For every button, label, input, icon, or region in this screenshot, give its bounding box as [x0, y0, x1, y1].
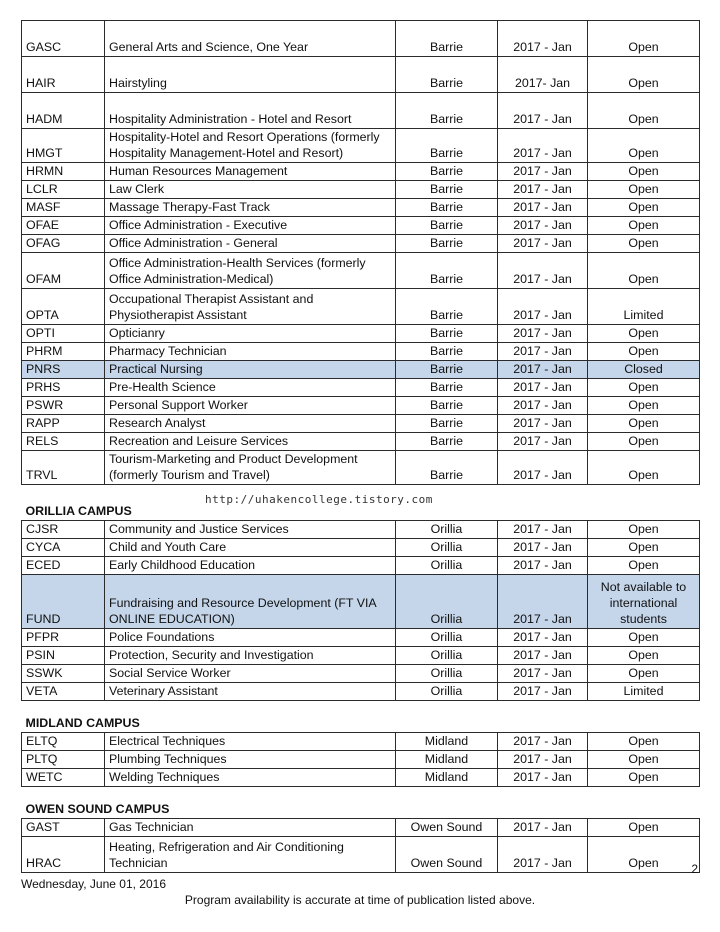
program-name: Office Administration-Health Services (formerly Office Administration-Medical)	[105, 253, 396, 289]
table-row	[22, 253, 700, 289]
start-term: 2017 - Jan	[498, 837, 588, 873]
program-code: CJSR	[22, 521, 105, 539]
start-term: 2017 - Jan	[498, 629, 588, 647]
campus-name: Midland	[396, 733, 498, 751]
start-term: 2017 - Jan	[498, 343, 588, 361]
start-term: 2017 - Jan	[498, 575, 588, 629]
program-code: WETC	[22, 769, 105, 787]
campus-name: Barrie	[396, 415, 498, 433]
program-code: CYCA	[22, 539, 105, 557]
campus-name: Barrie	[396, 397, 498, 415]
program-code: PNRS	[22, 361, 105, 379]
campus-name: Barrie	[396, 361, 498, 379]
program-code: OPTA	[22, 289, 105, 325]
campus-name: Midland	[396, 751, 498, 769]
campus-name: Barrie	[396, 289, 498, 325]
program-name: Human Resources Management	[105, 163, 396, 181]
program-name: Massage Therapy-Fast Track	[105, 199, 396, 217]
table-row	[22, 415, 700, 433]
campus-name: Owen Sound	[396, 819, 498, 837]
campus-name: Barrie	[396, 379, 498, 397]
table-row	[22, 217, 700, 235]
campus-name: Barrie	[396, 325, 498, 343]
program-code: HMGT	[22, 129, 105, 163]
availability-status: Open	[588, 819, 700, 837]
campus-name: Barrie	[396, 163, 498, 181]
campus-name: Barrie	[396, 451, 498, 485]
start-term: 2017 - Jan	[498, 199, 588, 217]
campus-name: Barrie	[396, 253, 498, 289]
availability-status: Open	[588, 647, 700, 665]
start-term: 2017 - Jan	[498, 163, 588, 181]
program-name: Child and Youth Care	[105, 539, 396, 557]
program-code: PSWR	[22, 397, 105, 415]
program-name: Police Foundations	[105, 629, 396, 647]
table-row	[22, 163, 700, 181]
start-term: 2017 - Jan	[498, 433, 588, 451]
table-row	[22, 433, 700, 451]
program-code: HRMN	[22, 163, 105, 181]
program-name: Veterinary Assistant	[105, 683, 396, 701]
table-row	[22, 361, 700, 379]
program-name: Tourism-Marketing and Product Development (formerly Tourism and Travel)	[105, 451, 396, 485]
availability-status: Open	[588, 163, 700, 181]
start-term: 2017 - Jan	[498, 379, 588, 397]
start-term: 2017 - Jan	[498, 93, 588, 129]
availability-status: Open	[588, 253, 700, 289]
campus-name: Barrie	[396, 181, 498, 199]
program-name: Office Administration - Executive	[105, 217, 396, 235]
availability-status: Limited	[588, 289, 700, 325]
availability-status: Open	[588, 21, 700, 57]
table-row	[22, 837, 700, 873]
program-name: Pharmacy Technician	[105, 343, 396, 361]
availability-status: Open	[588, 199, 700, 217]
campus-name: Orillia	[396, 521, 498, 539]
program-name: Research Analyst	[105, 415, 396, 433]
table-row	[22, 575, 700, 629]
table-row	[22, 819, 700, 837]
availability-status: Open	[588, 415, 700, 433]
program-code: GASC	[22, 21, 105, 57]
start-term: 2017 - Jan	[498, 181, 588, 199]
availability-status: Open	[588, 837, 700, 873]
availability-status: Open	[588, 379, 700, 397]
program-code: PLTQ	[22, 751, 105, 769]
table-row	[22, 451, 700, 485]
table-row	[22, 129, 700, 163]
program-availability-sheet	[21, 20, 699, 873]
table-row	[22, 325, 700, 343]
campus-name: Orillia	[396, 647, 498, 665]
program-name: Occupational Therapist Assistant and Physiotherapist Assistant	[105, 289, 396, 325]
availability-status: Open	[588, 217, 700, 235]
program-name: General Arts and Science, One Year	[105, 21, 396, 57]
availability-status: Open	[588, 397, 700, 415]
program-name: Office Administration - General	[105, 235, 396, 253]
availability-status: Open	[588, 93, 700, 129]
program-name: Opticianry	[105, 325, 396, 343]
start-term: 2017 - Jan	[498, 683, 588, 701]
table-row	[22, 521, 700, 539]
start-term: 2017 - Jan	[498, 415, 588, 433]
start-term: 2017 - Jan	[498, 521, 588, 539]
campus-name: Orillia	[396, 539, 498, 557]
program-code: FUND	[22, 575, 105, 629]
program-code: ELTQ	[22, 733, 105, 751]
program-code: PHRM	[22, 343, 105, 361]
campus-section-label: OWEN SOUND CAMPUS	[22, 787, 700, 819]
table-row	[22, 683, 700, 701]
program-name: Hospitality-Hotel and Resort Operations (formerly Hospitality Management-Hotel and Resort)	[105, 129, 396, 163]
program-code: SSWK	[22, 665, 105, 683]
start-term: 2017 - Jan	[498, 451, 588, 485]
program-name: Fundraising and Resource Development (FT VIA ONLINE EDUCATION)	[105, 575, 396, 629]
program-name: Pre-Health Science	[105, 379, 396, 397]
start-term: 2017 - Jan	[498, 665, 588, 683]
program-code: HAIR	[22, 57, 105, 93]
program-code: OFAE	[22, 217, 105, 235]
availability-status: Open	[588, 557, 700, 575]
table-row	[22, 733, 700, 751]
availability-status: Open	[588, 57, 700, 93]
program-code: VETA	[22, 683, 105, 701]
program-code: HRAC	[22, 837, 105, 873]
availability-status: Closed	[588, 361, 700, 379]
program-name: Personal Support Worker	[105, 397, 396, 415]
program-code: OFAM	[22, 253, 105, 289]
program-name: Recreation and Leisure Services	[105, 433, 396, 451]
start-term: 2017 - Jan	[498, 733, 588, 751]
availability-status: Open	[588, 629, 700, 647]
program-name: Early Childhood Education	[105, 557, 396, 575]
table-row	[22, 769, 700, 787]
program-name: Law Clerk	[105, 181, 396, 199]
program-code: PFPR	[22, 629, 105, 647]
campus-section-header	[22, 787, 700, 819]
start-term: 2017 - Jan	[498, 557, 588, 575]
program-name: Hairstyling	[105, 57, 396, 93]
campus-section-header	[22, 701, 700, 733]
program-code: RAPP	[22, 415, 105, 433]
table-row	[22, 57, 700, 93]
campus-section-label: ORILLIA CAMPUS	[22, 485, 700, 521]
start-term: 2017 - Jan	[498, 217, 588, 235]
campus-name: Barrie	[396, 21, 498, 57]
start-term: 2017 - Jan	[498, 539, 588, 557]
campus-name: Orillia	[396, 629, 498, 647]
availability-status: Open	[588, 325, 700, 343]
campus-name: Midland	[396, 769, 498, 787]
program-name: Social Service Worker	[105, 665, 396, 683]
program-code: TRVL	[22, 451, 105, 485]
availability-status: Open	[588, 343, 700, 361]
campus-name: Owen Sound	[396, 837, 498, 873]
table-row	[22, 181, 700, 199]
program-name: Community and Justice Services	[105, 521, 396, 539]
program-table-body	[22, 21, 700, 873]
start-term: 2017 - Jan	[498, 397, 588, 415]
program-name: Protection, Security and Investigation	[105, 647, 396, 665]
start-term: 2017 - Jan	[498, 361, 588, 379]
program-table	[21, 20, 700, 873]
program-name: Heating, Refrigeration and Air Conditioning Technician	[105, 837, 396, 873]
publication-date: Wednesday, June 01, 2016	[21, 877, 166, 891]
program-code: HADM	[22, 93, 105, 129]
table-row	[22, 557, 700, 575]
table-row	[22, 199, 700, 217]
availability-status: Open	[588, 129, 700, 163]
page-number: 2	[691, 862, 698, 876]
start-term: 2017 - Jan	[498, 325, 588, 343]
campus-name: Barrie	[396, 235, 498, 253]
availability-status: Open	[588, 769, 700, 787]
availability-footnote: Program availability is accurate at time of publication listed above.	[184, 893, 536, 907]
program-name: Hospitality Administration - Hotel and Resort	[105, 93, 396, 129]
availability-status: Limited	[588, 683, 700, 701]
availability-status: Not available to international students	[588, 575, 700, 629]
campus-name: Barrie	[396, 217, 498, 235]
table-row	[22, 235, 700, 253]
table-row	[22, 629, 700, 647]
table-row	[22, 379, 700, 397]
start-term: 2017 - Jan	[498, 647, 588, 665]
start-term: 2017 - Jan	[498, 21, 588, 57]
campus-name: Barrie	[396, 433, 498, 451]
campus-name: Orillia	[396, 557, 498, 575]
program-name: Gas Technician	[105, 819, 396, 837]
table-row	[22, 397, 700, 415]
program-code: GAST	[22, 819, 105, 837]
table-row	[22, 343, 700, 361]
start-term: 2017 - Jan	[498, 253, 588, 289]
table-row	[22, 93, 700, 129]
start-term: 2017 - Jan	[498, 751, 588, 769]
availability-status: Open	[588, 665, 700, 683]
start-term: 2017 - Jan	[498, 289, 588, 325]
program-code: MASF	[22, 199, 105, 217]
table-row	[22, 647, 700, 665]
campus-name: Barrie	[396, 199, 498, 217]
availability-status: Open	[588, 521, 700, 539]
table-row	[22, 289, 700, 325]
table-row	[22, 21, 700, 57]
program-code: LCLR	[22, 181, 105, 199]
start-term: 2017 - Jan	[498, 235, 588, 253]
program-code: PRHS	[22, 379, 105, 397]
start-term: 2017 - Jan	[498, 819, 588, 837]
table-row	[22, 539, 700, 557]
start-term: 2017 - Jan	[498, 129, 588, 163]
program-code: RELS	[22, 433, 105, 451]
program-name: Plumbing Techniques	[105, 751, 396, 769]
availability-status: Open	[588, 733, 700, 751]
watermark-url: http://uhakencollege.tistory.com	[205, 493, 433, 506]
program-code: PSIN	[22, 647, 105, 665]
program-code: OFAG	[22, 235, 105, 253]
program-name: Electrical Techniques	[105, 733, 396, 751]
program-name: Welding Techniques	[105, 769, 396, 787]
campus-name: Barrie	[396, 129, 498, 163]
campus-name: Orillia	[396, 683, 498, 701]
availability-status: Open	[588, 751, 700, 769]
start-term: 2017 - Jan	[498, 769, 588, 787]
availability-status: Open	[588, 181, 700, 199]
availability-status: Open	[588, 451, 700, 485]
availability-status: Open	[588, 433, 700, 451]
campus-name: Barrie	[396, 57, 498, 93]
table-row	[22, 665, 700, 683]
program-name: Practical Nursing	[105, 361, 396, 379]
campus-name: Orillia	[396, 665, 498, 683]
table-row	[22, 751, 700, 769]
campus-section-label: MIDLAND CAMPUS	[22, 701, 700, 733]
program-code: ECED	[22, 557, 105, 575]
availability-status: Open	[588, 539, 700, 557]
program-code: OPTI	[22, 325, 105, 343]
start-term: 2017- Jan	[498, 57, 588, 93]
campus-name: Barrie	[396, 93, 498, 129]
availability-status: Open	[588, 235, 700, 253]
campus-name: Orillia	[396, 575, 498, 629]
campus-name: Barrie	[396, 343, 498, 361]
